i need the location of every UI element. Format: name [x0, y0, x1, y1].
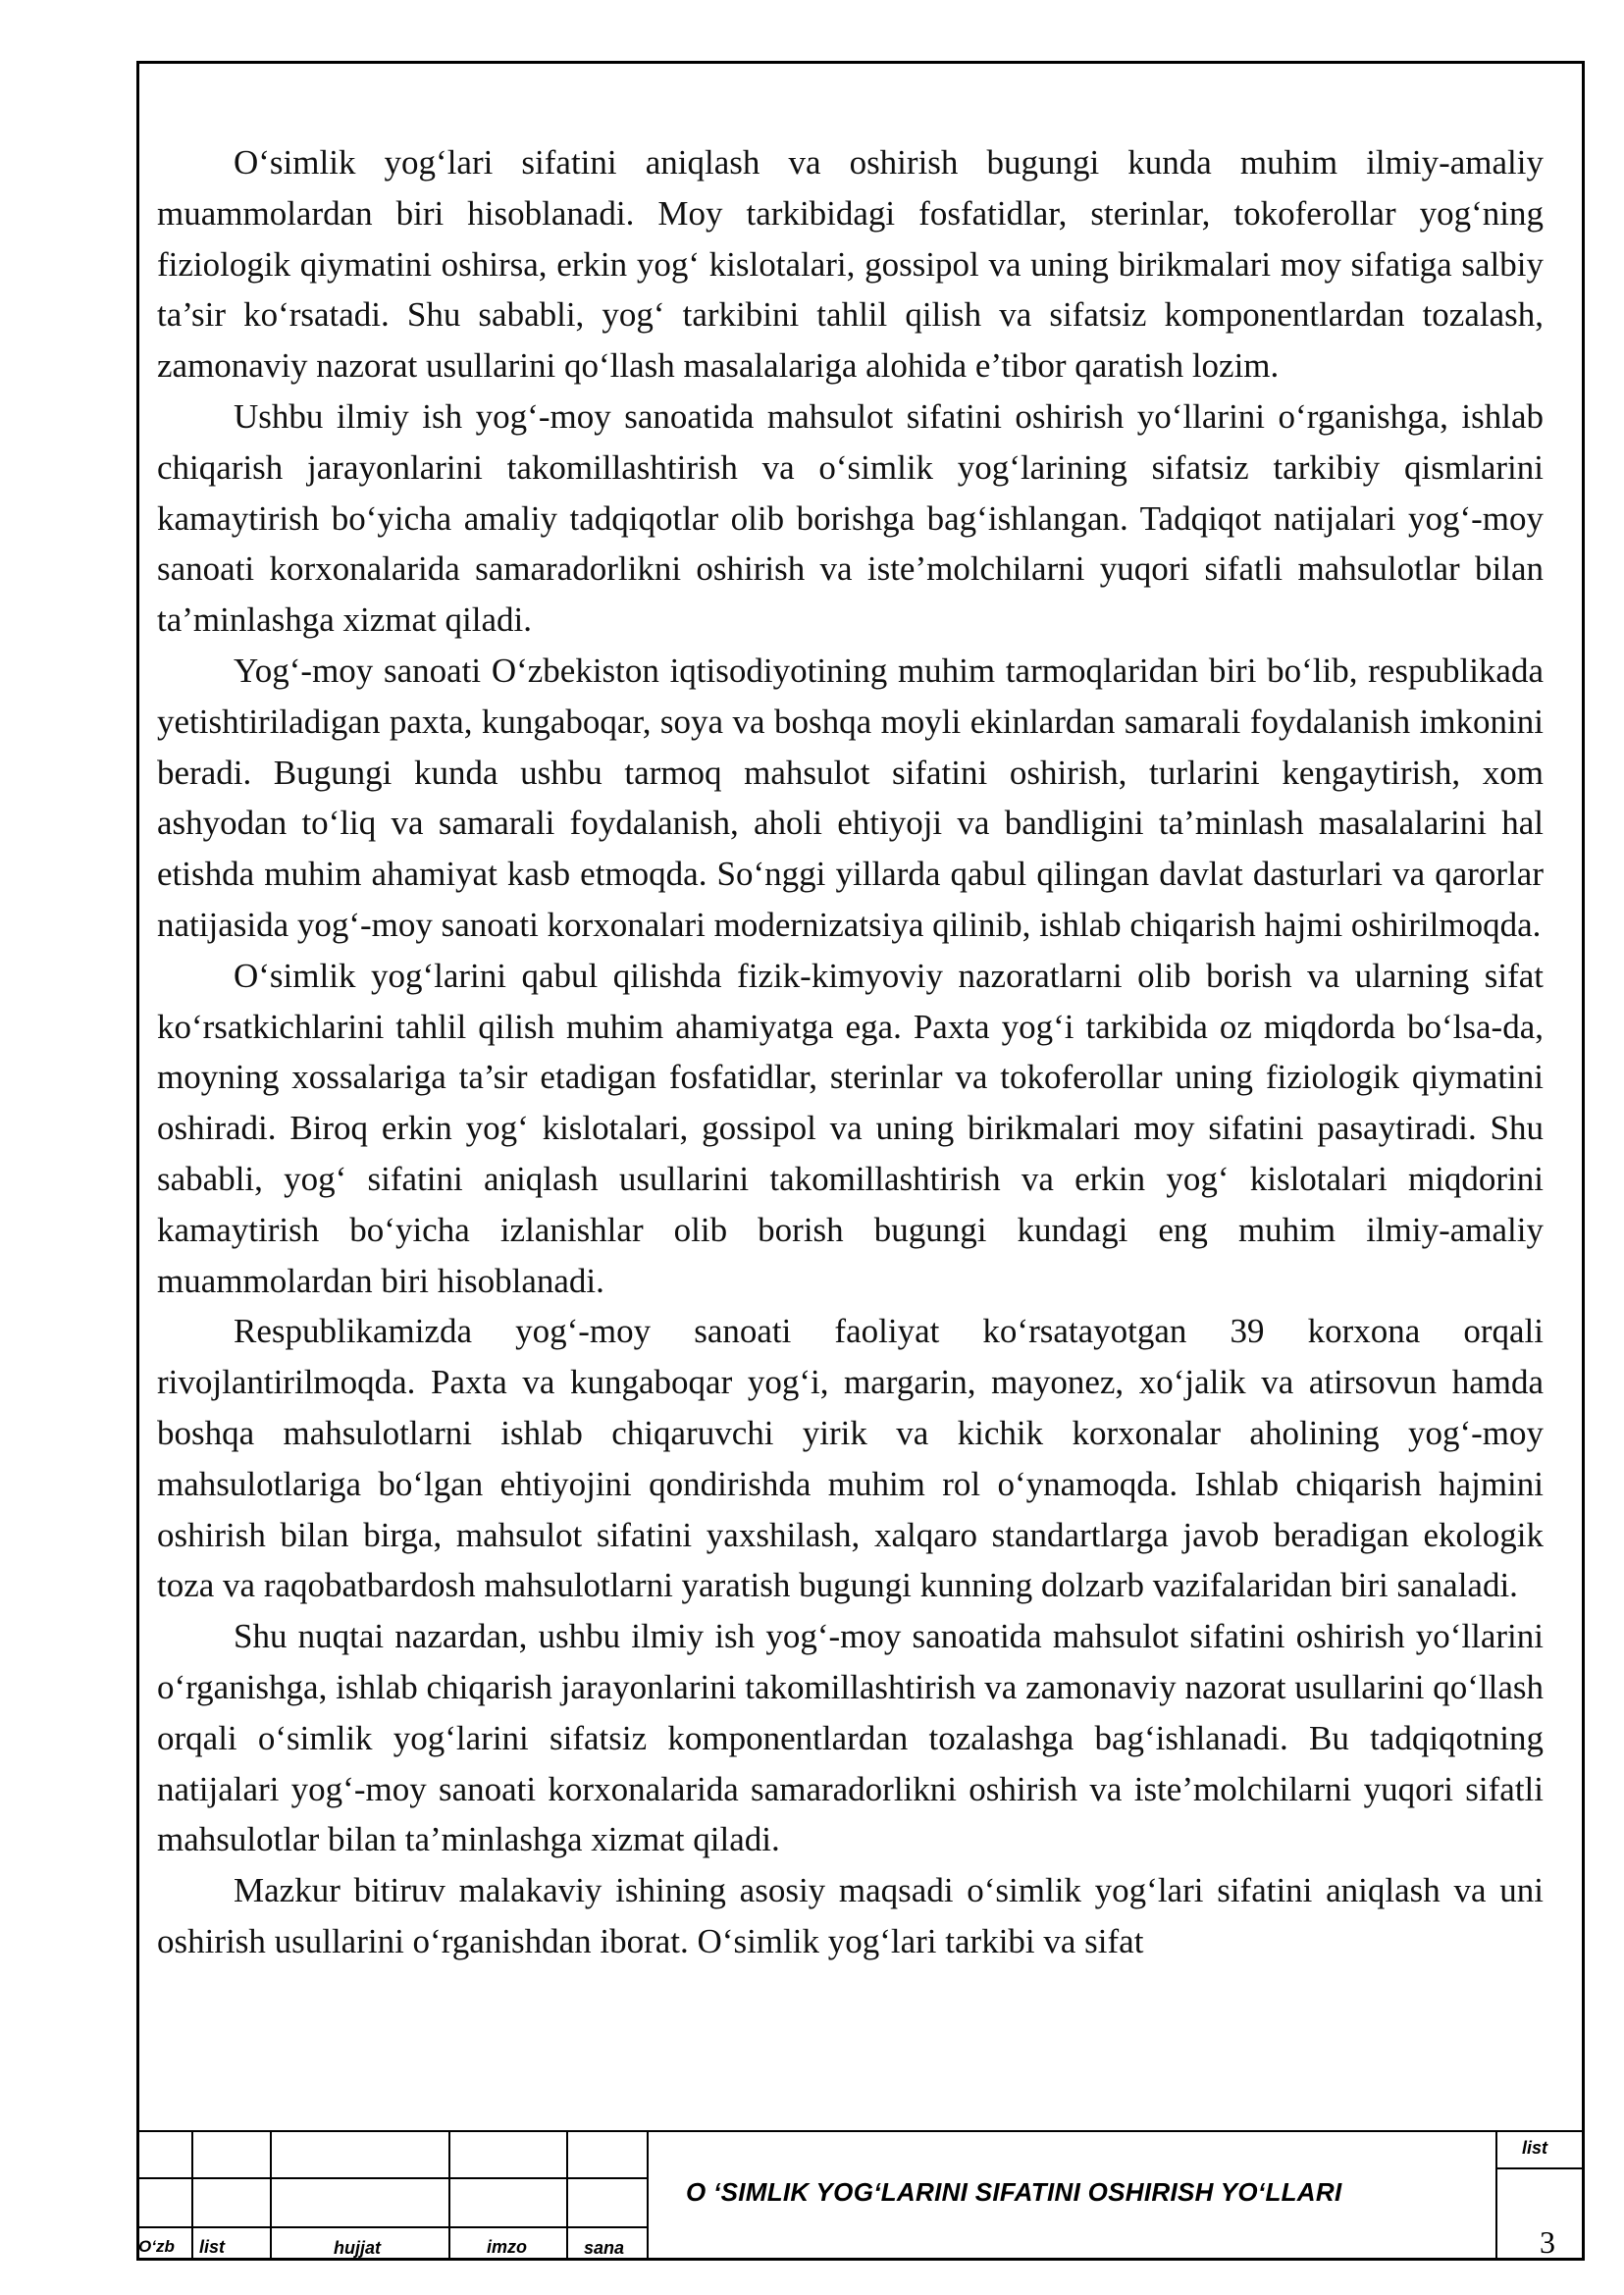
paragraph-7: Mazkur bitiruv malakaviy ishining asosiy maqsadi o‘simlik yog‘lari sifatini aniqlash va uni oshirish usullarini o‘rganishdan iborat. O‘simlik yog‘lari tarkibi va sifat	[157, 1871, 1544, 1960]
title-block-row-line-1	[136, 2177, 647, 2179]
paragraph-2: Ushbu ilmiy ish yog‘-moy sanoatida mahsulot sifatini oshirish yo‘llarini o‘rganishga, ishlab chiqarish jarayonlarini takomillashtirish va o‘simlik yog‘larining sifatsiz tarkibiy qismlarini kamaytirish bo‘yicha amaliy tadqiqotlar olib borishga bag‘ishlangan. Tadqiqot natijalari yog‘-moy sanoati korxonalarida samaradorlikni oshirish va iste’molchilarni yuqori sifatli mahsulotlar bilan ta’minlashga xizmat qiladi.	[157, 396, 1544, 640]
paragraph-3: Yog‘-moy sanoati O‘zbekiston iqtisodiyotining muhim tarmoqlaridan biri bo‘lib, respublikada yetishtiriladigan paxta, kungaboqar, soya va boshqa moyli ekinlardan samarali foydalanish imkonini beradi. Bugungi kunda ushbu tarmoq mahsulot sifatini oshirish, turlarini kengaytirish, xom ashyodan to‘liq va samarali foydalanish, aholi ehtiyoji va bandligini ta’minlash masalalarini hal etishda muhim ahamiyat kasb etmoqda. So‘nggi yillarda qabul qilingan davlat dasturlari va qarorlar natijasida yog‘-moy sanoati korxonalari modernizatsiya qilinib, ishlab chiqarish hajmi oshirilmoqda.	[157, 651, 1544, 944]
title-block-col-line-1	[191, 2130, 193, 2261]
document-title: O ‘SIMLIK YOG‘LARINI SIFATINI OSHIRISH YO‘LLARI	[686, 2177, 1342, 2207]
title-block	[136, 2130, 1585, 2261]
title-block-col-line-4	[566, 2130, 568, 2261]
paragraph-6: Shu nuqtai nazardan, ushbu ilmiy ish yog‘-moy sanoatida mahsulot sifatini oshirish yo‘llarini o‘rganishga, ishlab chiqarish jarayonlarini takomillashtirish va zamonaviy nazorat usullarini qo‘llash orqali o‘simlik yog‘larini sifatsiz komponentlardan tozalashga bag‘ishlanadi. Bu tadqiqotning natijalari yog‘-moy sanoati korxonalarida samaradorlikni oshirish va iste’molchilarni yuqori sifatli mahsulotlar bilan ta’minlashga xizmat qiladi.	[157, 1617, 1544, 1859]
paragraph-1: O‘simlik yog‘lari sifatini aniqlash va oshirish bugungi kunda muhim ilmiy-amaliy muammolardan biri hisoblanadi. Moy tarkibidagi fosfatidlar, sterinlar, tokoferollar yog‘ning fiziologik qiymatini oshirsa, erkin yog‘ kislotalari, gossipol va uning birikmalari moy sifatiga salbiy ta’sir ko‘rsatadi. Shu sababli, yog‘ tarkibini tahlil qilish va sifatsiz komponentlardan tozalash, zamonaviy nazorat usullarini qo‘llash masalalariga alohida e’tibor qaratish lozim.	[157, 143, 1544, 386]
paragraph-5: Respublikamizda yog‘-moy sanoati faoliyat ko‘rsatayotgan 39 korxona orqali rivojlantirilmoqda. Paxta va kungaboqar yog‘i, margarin, mayonez, xo‘jalik va atirsovun hamda boshqa mahsulotlarni ishlab chiqaruvchi yirik va kichik korxonalar aholining yog‘-moy mahsulotlariga bo‘lgan ehtiyojini qondirishda muhim rol o‘ynamoqda. Ishlab chiqarish hajmini oshirish bilan birga, mahsulot sifatini yaxshilash, xalqaro standartlarga javob beradigan ekologik toza va raqobatbardosh mahsulotlarni yaratish bugungi kunning dolzarb vazifalaridan biri sanaladi.	[157, 1312, 1544, 1605]
title-block-row-line-2	[136, 2226, 647, 2228]
paragraph-4: O‘simlik yog‘larini qabul qilishda fizik-kimyoviy nazoratlarni olib borish va ularning sifat ko‘rsatkichlarini tahlil qilish muhim ahamiyatga ega. Paxta yog‘i tarkibida oz miqdorda bo‘lsa-da, moyning xossalariga ta’sir etadigan fosfatidlar, sterinlar va tokoferollar uning fiziologik qiymatini oshiradi. Biroq erkin yog‘ kislotalari, gossipol va uning birikmalari moy sifatini pasaytiradi. Shu sababli, yog‘ sifatini aniqlash usullarini takomillashtirish va erkin yog‘ kislotalari miqdorini kamaytirish bo‘yicha izlanishlar olib borish bugungi kundagi eng muhim ilmiy-amaliy muammolardan biri hisoblanadi.	[157, 956, 1544, 1300]
col-label-ozb: O‘zb	[138, 2237, 175, 2256]
col-label-list: list	[199, 2237, 226, 2257]
col-label-hujjat: hujjat	[334, 2238, 381, 2258]
title-block-col-line-3	[448, 2130, 450, 2261]
col-label-imzo: imzo	[487, 2237, 528, 2257]
title-block-top-line	[136, 2130, 1585, 2132]
col-label-sana: sana	[584, 2238, 625, 2258]
page-number: 3	[1540, 2224, 1555, 2260]
body-text	[157, 137, 1544, 1967]
title-block-col-line-2	[270, 2130, 272, 2261]
sheet-label: list	[1522, 2138, 1548, 2158]
title-block-col-line-5	[647, 2130, 649, 2261]
sheet-cell-line	[1495, 2167, 1585, 2169]
